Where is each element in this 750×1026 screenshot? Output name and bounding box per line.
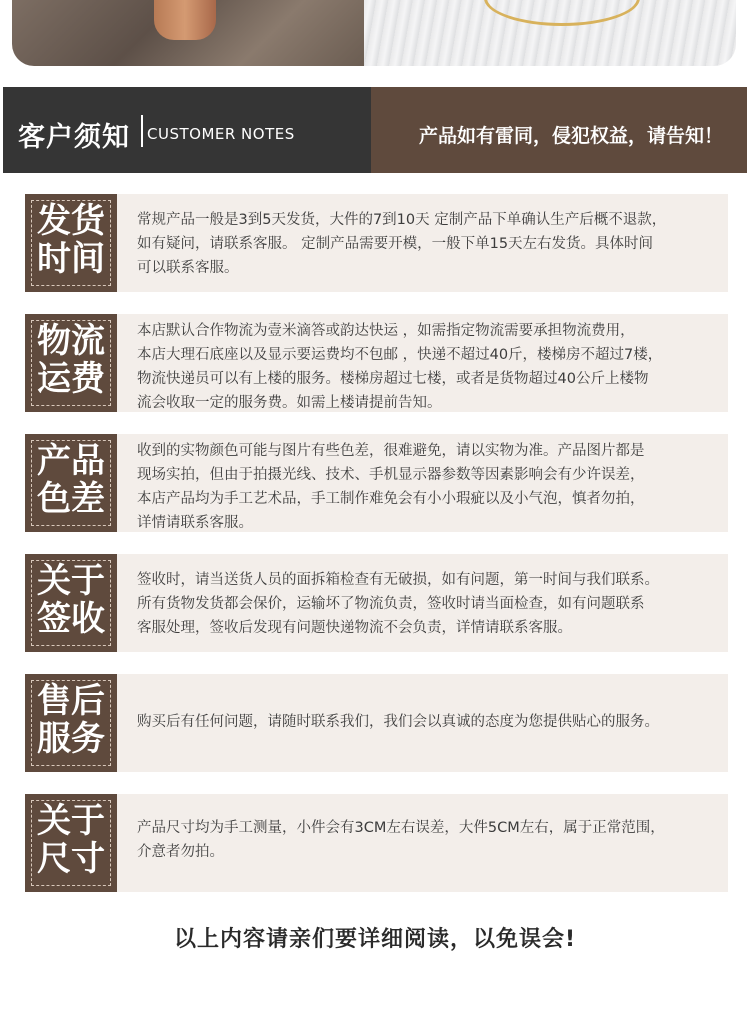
header-notice: 产品如有雷同，侵犯权益，请告知！	[418, 125, 723, 147]
badge-line: 时间	[37, 239, 105, 279]
badge-line: 关于	[37, 801, 105, 841]
badge-text	[25, 562, 117, 638]
section-badge	[25, 554, 117, 652]
badge-line: 签收	[37, 599, 105, 639]
body-line: 本店大理石底座以及显示要运费均不包邮 ，快递不超过40斤，楼梯房不超过7楼，	[137, 347, 663, 363]
body-line: 所有货物发货都会保价，运输坏了物流负责，签收时请当面检查，如有问题联系	[137, 596, 645, 612]
header-divider	[141, 115, 143, 147]
section-body	[137, 208, 722, 280]
section-after-sales	[25, 674, 728, 772]
body-line: 本店默认合作物流为壹米滴答或韵达快运 ，如需指定物流需要承担物流费用，	[137, 323, 635, 339]
body-line: 常规产品一般是3到5天发货，大件的7到10天 定制产品下单确认生产后概不退款，	[137, 212, 667, 228]
product-photo-right	[364, 0, 736, 66]
badge-text	[25, 442, 117, 518]
section-body	[137, 319, 722, 415]
badge-text	[25, 682, 117, 758]
body-line: 详情请联系客服。	[137, 515, 253, 531]
body-line: 可以联系客服。	[137, 260, 239, 276]
badge-line: 服务	[37, 719, 105, 759]
body-line: 产品尺寸均为手工测量，小件会有3CM左右误差，大件5CM左右，属于正常范围，	[137, 820, 665, 836]
badge-line: 产品	[37, 441, 105, 481]
section-body	[137, 710, 722, 734]
section-color-difference	[25, 434, 728, 532]
section-logistics-fee	[25, 314, 728, 412]
badge-line: 售后	[37, 681, 105, 721]
product-photo-left	[12, 0, 364, 66]
header-left-panel	[3, 87, 371, 173]
section-receipt	[25, 554, 728, 652]
badge-text	[25, 802, 117, 878]
header-right-panel	[371, 87, 747, 173]
body-line: 购买后有任何问题，请随时联系我们，我们会以真诚的态度为您提供贴心的服务。	[137, 714, 659, 730]
body-line: 物流快递员可以有上楼的服务。楼梯房超过七楼，或者是货物超过40公斤上楼物	[137, 371, 649, 387]
badge-line: 发货	[37, 201, 105, 241]
body-line: 签收时，请当送货人员的面拆箱检查有无破损，如有问题，第一时间与我们联系。	[137, 572, 659, 588]
badge-line: 物流	[37, 321, 105, 361]
body-line: 收到的实物颜色可能与图片有些色差，很难避免，请以实物为准。产品图片都是	[137, 443, 645, 459]
footer-reminder: 以上内容请亲们要详细阅读，以免误会!	[173, 927, 577, 952]
section-badge	[25, 314, 117, 412]
body-line: 本店产品均为手工艺术品，手工制作难免会有小小瑕疵以及小气泡，慎者勿拍，	[137, 491, 645, 507]
section-badge	[25, 674, 117, 772]
badge-line: 色差	[37, 479, 105, 519]
section-body	[137, 568, 722, 640]
section-body	[137, 439, 722, 535]
header-title-en: CUSTOMER NOTES	[147, 125, 295, 143]
body-line: 介意者勿拍。	[137, 844, 224, 860]
product-photo-strip	[0, 0, 750, 72]
section-size	[25, 794, 728, 892]
badge-text	[25, 322, 117, 398]
customer-notes-header	[3, 87, 747, 173]
badge-text	[25, 202, 117, 278]
section-badge	[25, 794, 117, 892]
badge-line: 尺寸	[37, 839, 105, 879]
body-line: 现场实拍，但由于拍摄光线、技术、手机显示器参数等因素影响会有少许误差，	[137, 467, 645, 483]
section-shipping-time	[25, 194, 728, 292]
body-line: 流会收取一定的服务费。如需上楼请提前告知。	[137, 395, 442, 411]
body-line: 如有疑问，请联系客服。 定制产品需要开模，一般下单15天左右发货。具体时间	[137, 236, 654, 252]
header-title-cn: 客户须知	[18, 122, 130, 153]
section-badge	[25, 194, 117, 292]
badge-line: 关于	[37, 561, 105, 601]
section-body	[137, 816, 722, 864]
badge-line: 运费	[37, 359, 105, 399]
section-badge	[25, 434, 117, 532]
body-line: 客服处理，签收后发现有问题快递物流不会负责，详情请联系客服。	[137, 620, 572, 636]
